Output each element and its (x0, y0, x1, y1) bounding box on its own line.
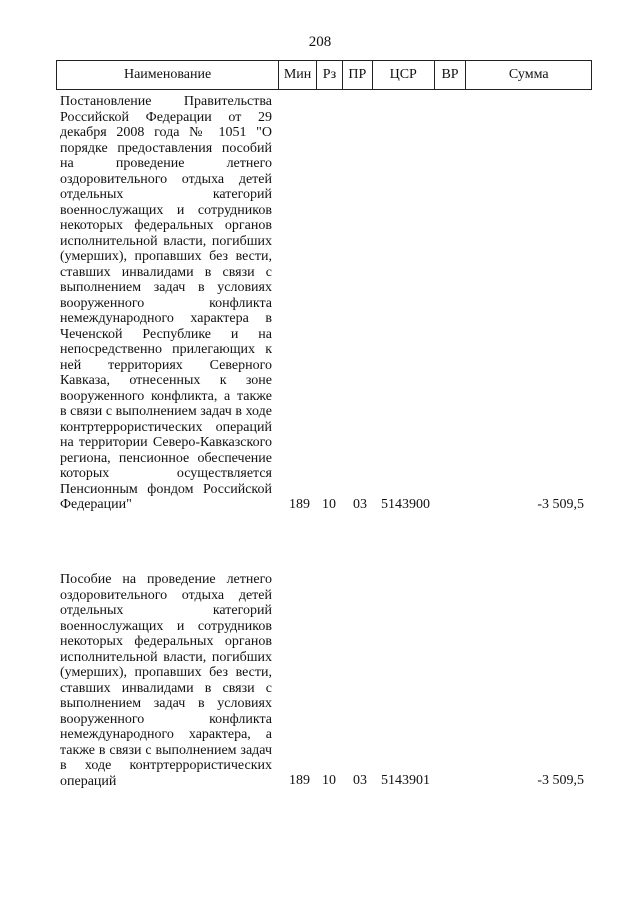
row-min: 189 (289, 773, 310, 788)
header-sum: Сумма (508, 67, 549, 82)
row-sum: -3 509,5 (537, 496, 584, 512)
table-row (60, 94, 590, 513)
header-name: Наименование (57, 61, 279, 89)
header-min: Мин (279, 61, 317, 89)
table-header (56, 60, 592, 90)
row-pr: 03 (353, 773, 367, 788)
row-name: Пособие на проведение летнего оздоровительного отдыха детей отдельных категорий военнослужащих и сотрудников некоторых федеральных органов исполнительной власти, погибших (умерших), пропавших без вести, ставших инвалидами в связи с выполнением задач в условиях вооруженного конфликта немеждународного характера, а также в связи с выполнением задач в ходе контртеррористических операций (60, 572, 272, 789)
row-name: Постановление Правительства Российской Федерации от 29 декабря 2008 года № 1051 "О порядке предоставления пособий на проведение летнего оздоровительного отдыха детей отдельных категорий военнослужащих и сотрудников некоторых федеральных органов исполнительной власти, погибших (умерших), пропавших без вести, ставших инвалидами в связи с выполнением задач в условиях вооруженного конфликта немеждународного характера в Чеченской Республике и на непосредственно прилегающих к ней территориях Северного Кавказа, отнесенных к зоне вооруженного конфликта, а также в связи с выполнением задач в ходе контртеррористических операций на территории Северо-Кавказского региона, пенсионное обеспечение которых осуществляется Пенсионным фондом Российской Федерации" (60, 94, 272, 512)
table-row (60, 572, 590, 789)
header-csr: ЦСР (373, 61, 435, 89)
header-rz: Рз (317, 61, 343, 89)
row-min: 189 (289, 496, 310, 512)
header-vr: ВР (435, 61, 467, 89)
row-values (60, 497, 590, 513)
header-pr: ПР (343, 61, 373, 89)
row-csr: 5143900 (381, 496, 430, 512)
page-number: 208 (308, 34, 332, 50)
row-rz: 10 (322, 496, 336, 512)
row-values (60, 773, 590, 789)
row-csr: 5143901 (381, 773, 430, 788)
row-rz: 10 (322, 773, 336, 788)
row-pr: 03 (353, 496, 367, 512)
row-sum: -3 509,5 (537, 773, 584, 788)
